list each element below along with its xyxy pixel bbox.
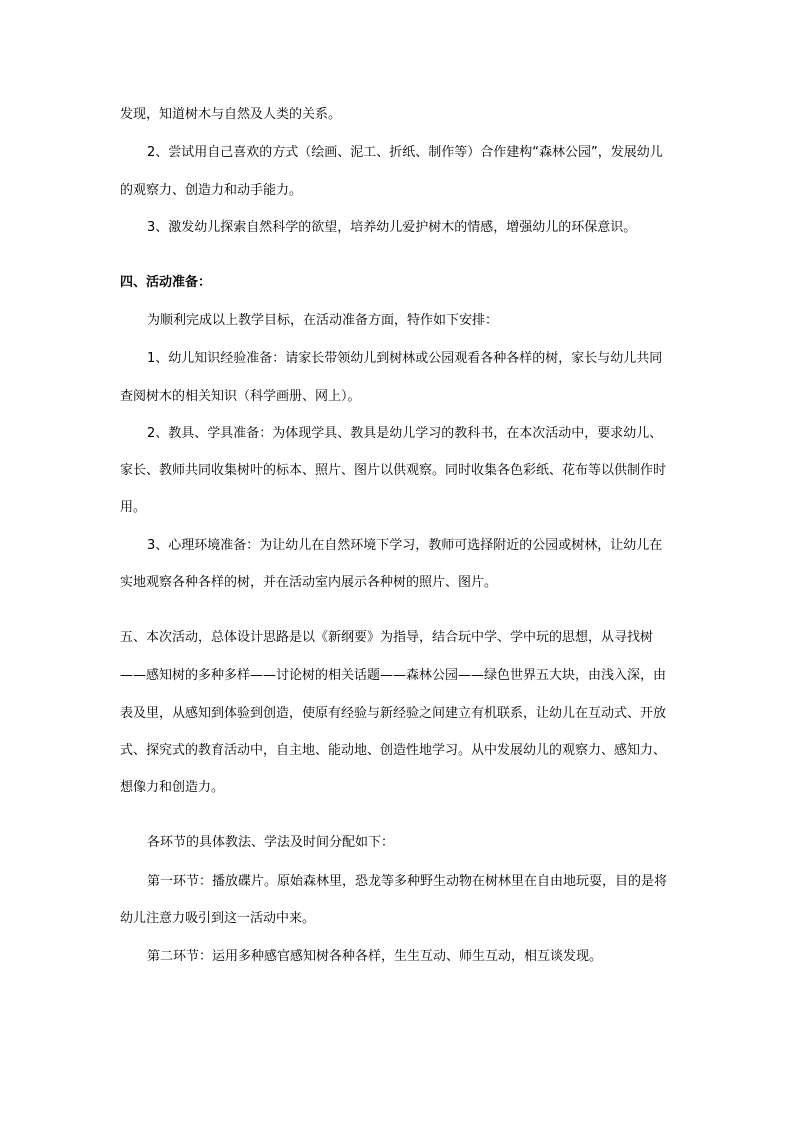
stage-1-line: 第一环节：播放碟片。原始森林里，恐龙等多种野生动物在树林里在自由地玩耍，目的是将 xyxy=(147,874,668,889)
paragraph-line: 家长、教师共同收集树叶的标本、照片、图片以供观察。同时收集各色彩纸、花布等以供制作时 xyxy=(120,463,667,478)
paragraph-line: 实地观察各种各样的树，并在活动室内展示各种树的照片、图片。 xyxy=(120,575,498,590)
goal-2-line: 2、尝试用自己喜欢的方式（绘画、泥工、折纸、制作等）合作建构“森林公园”，发展幼儿 xyxy=(147,145,663,160)
paragraph-line: 用。 xyxy=(120,500,147,515)
paragraph-line: 各环节的具体教法、学法及时间分配如下： xyxy=(147,835,395,850)
paragraph-line: 发现，知道树木与自然及人类的关系。 xyxy=(120,107,342,122)
section-five-line: 五、本次活动，总体设计思路是以《新纲要》为指导，结合玩中学、学中玩的思想，从寻找树 xyxy=(120,630,654,645)
prep-1-line: 1、幼儿知识经验准备：请家长带领幼儿到树林或公园观看各种各样的树，家长与幼儿共同 xyxy=(147,351,663,366)
paragraph-line: 为顺利完成以上教学目标，在活动准备方面，特作如下安排： xyxy=(147,313,499,328)
paragraph-line: 幼儿注意力吸引到这一活动中来。 xyxy=(120,911,316,926)
prep-2-line: 2、教具、学具准备：为体现学具、教具是幼儿学习的教科书，在本次活动中，要求幼儿、 xyxy=(147,426,663,441)
paragraph-line: 想像力和创造力。 xyxy=(120,780,225,795)
section-heading-preparation: 四、活动准备： xyxy=(120,275,212,290)
paragraph-line: 表及里，从感知到体验到创造，使原有经验与新经验之间建立有机联系，让幼儿在互动式、开放 xyxy=(120,706,667,721)
prep-3-line: 3、心理环境准备：为让幼儿在自然环境下学习，教师可选择附近的公园或树林，让幼儿在 xyxy=(147,538,663,553)
paragraph-line: 式、探究式的教育活动中，自主地、能动地、创造性地学习。从中发展幼儿的观察力、感知力、 xyxy=(120,743,667,758)
paragraph-line: 的观察力、创造力和动手能力。 xyxy=(120,183,303,198)
stage-2-line: 第二环节：运用多种感官感知树各种各样，生生互动、师生互动，相互谈发现。 xyxy=(147,949,603,964)
goal-3-line: 3、激发幼儿探索自然科学的欲望，培养幼儿爱护树木的情感，增强幼儿的环保意识。 xyxy=(147,220,637,235)
paragraph-line: ——感知树的多种多样——讨论树的相关话题——森林公园——绿色世界五大块，由浅入深，由 xyxy=(120,668,667,683)
paragraph-line: 查阅树木的相关知识（科学画册、网上）。 xyxy=(120,389,361,404)
